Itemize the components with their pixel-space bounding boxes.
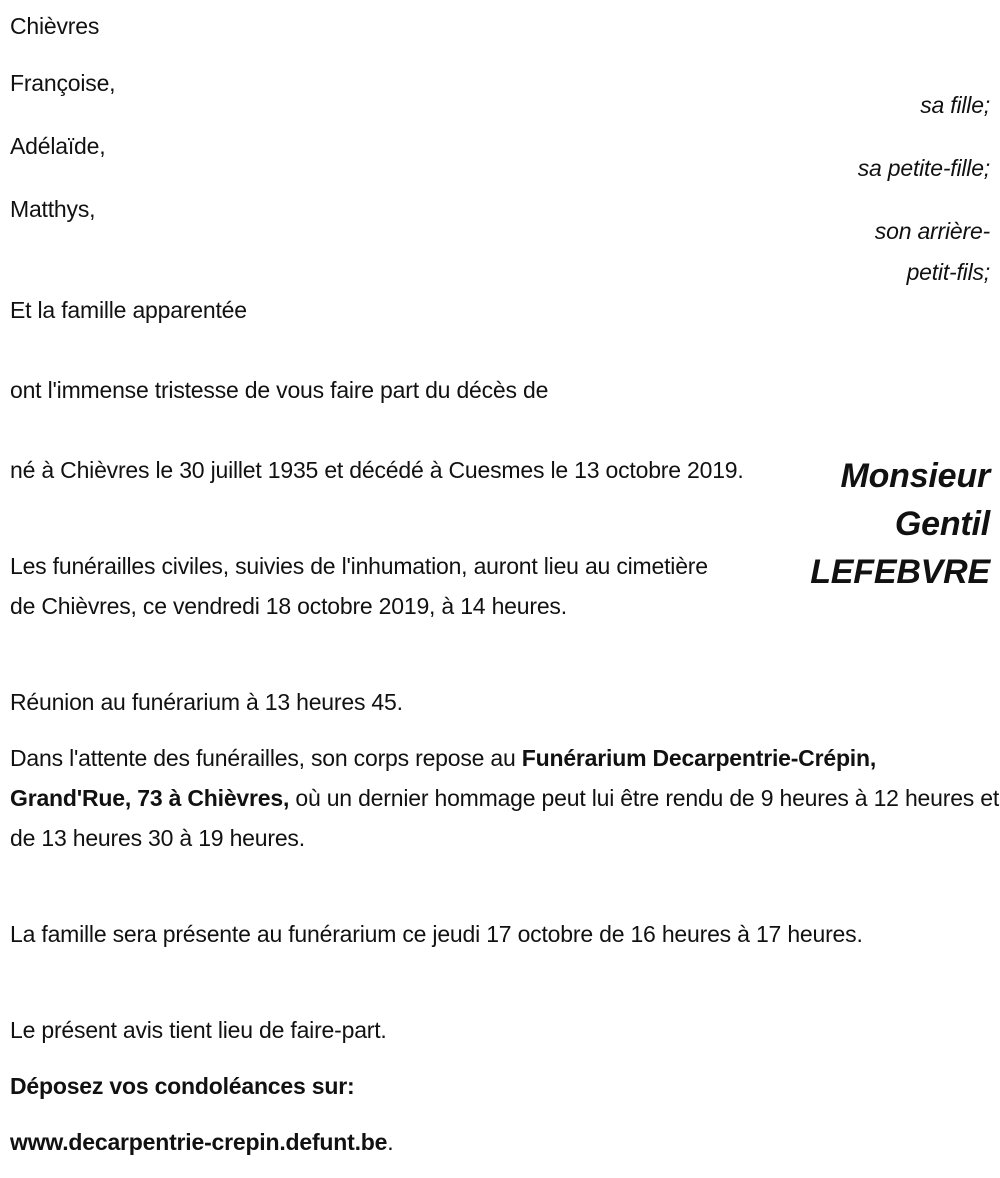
family-member-name: Françoise, — [10, 70, 116, 96]
birth-death-paragraph: né à Chièvres le 30 juillet 1935 et décédé à Cuesmes le 13 octobre 2019. — [10, 457, 744, 483]
meeting-paragraph: Réunion au funérarium à 13 heures 45. — [10, 689, 403, 715]
family-member-relation-cont: petit-fils; — [906, 259, 990, 285]
repose-paragraph — [10, 738, 1000, 858]
family-member-name: Matthys, — [10, 196, 96, 222]
town: Chièvres — [10, 13, 100, 39]
deceased-last-name: LEFEBVRE — [810, 553, 990, 591]
repose-hours: où un dernier hommage peut lui être rendu de 9 heures à 12 heures et de 13 heures 30 à 19 heures. — [10, 785, 1000, 851]
funerarium-address: Funérarium Decarpentrie-Crépin, Grand'Rue, 73 à Chièvres, — [10, 745, 877, 811]
period: . — [387, 1129, 394, 1155]
repose-text: Dans l'attente des funérailles, son corps repose au — [10, 745, 522, 771]
extended-family: Et la famille apparentée — [10, 297, 247, 323]
announcement: ont l'immense tristesse de vous faire part du décès de — [10, 377, 549, 403]
notice-paragraph: Le présent avis tient lieu de faire-part. — [10, 1017, 387, 1043]
family-member-relation: sa petite-fille; — [857, 155, 990, 181]
condolences-link[interactable]: www.decarpentrie-crepin.defunt.be — [10, 1129, 388, 1155]
funeral-paragraph: Les funérailles civiles, suivies de l'inhumation, auront lieu au cimetière de Chièvres, ce vendredi 18 octobre 2019, à 14 heures. — [10, 553, 708, 619]
family-member-name: Adélaïde, — [10, 133, 106, 159]
condolences-line — [10, 1122, 910, 1162]
deceased-title: Monsieur — [840, 457, 990, 495]
family-presence-paragraph: La famille sera présente au funérarium ce jeudi 17 octobre de 16 heures à 17 heures. — [10, 921, 863, 947]
condolences-label: Déposez vos condoléances sur: — [10, 1073, 355, 1099]
family-member-relation: son arrière- — [874, 218, 990, 244]
deceased-first-name: Gentil — [894, 505, 990, 543]
family-member-relation: sa fille; — [920, 92, 990, 118]
deceased-name — [790, 452, 990, 596]
